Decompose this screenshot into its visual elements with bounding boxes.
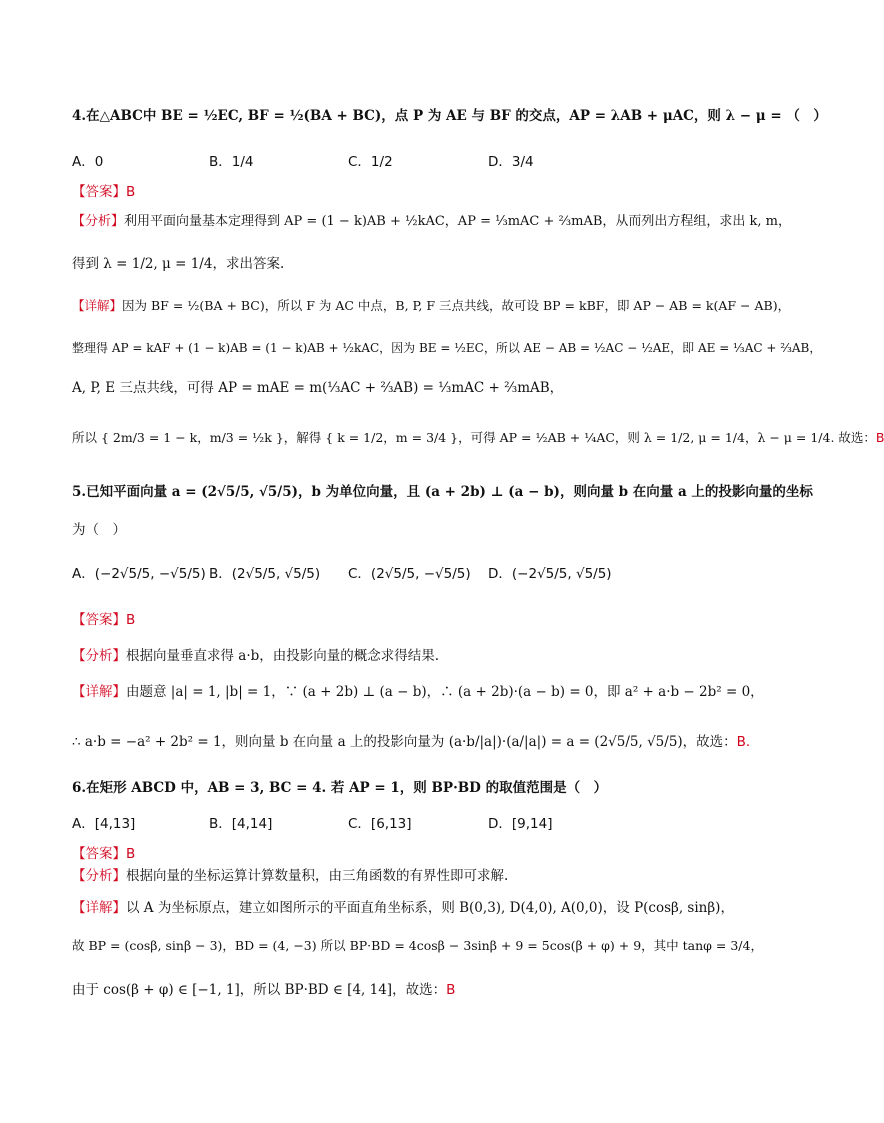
analysis-text: 得到 λ = 1/2, μ = 1/4，求出答案. — [72, 256, 285, 272]
detail-text: 由于 cos(β + φ) ∈ [−1, 1]，所以 BP·BD ∈ [4, 14]，故选： — [72, 982, 447, 998]
q4-option-c: C．1/2 — [348, 154, 393, 170]
detail-text: 故 BP = (cosβ, sinβ − 3)，BD = (4, −3) 所以 BP·BD = 4cosβ − 3sinβ + 9 = 5cos(β + φ) + 9，其中 tanφ = 3/4， — [72, 938, 763, 953]
detail-tag: 【详解】 — [72, 900, 126, 916]
q5-detail-row-2 — [72, 732, 750, 752]
detail-text: 因为 BF = ½(BA + BC)，所以 F 为 AC 中点，B, P, F 三点共线，故可设 BP = kBF，即 AP − AB = k(AF − AB)， — [122, 298, 791, 313]
q5-analysis-row-1 — [72, 646, 439, 666]
detail-text: 由题意 |a| = 1, |b| = 1，∵ (a + 2b) ⊥ (a − b)，∴ (a + 2b)·(a − b) = 0，即 a² + a·b − 2b² = 0， — [126, 684, 764, 700]
answer-tag: 【答案】 — [72, 846, 126, 862]
detail-text: ∴ a·b = −a² + 2b² = 1，则向量 b 在向量 a 上的投影向量为 (a·b/|a|)·(a/|a|) = a = (2√5/5, √5/5)，故选： — [72, 734, 737, 750]
q5-option-b: B．(2√5/5, √5/5) — [209, 566, 321, 582]
question-6-text: 6.在矩形 ABCD 中，AB = 3, BC = 4. 若 AP = 1，则 BP·BD 的取值范围是（ ） — [72, 780, 608, 796]
detail-text: A, P, E 三点共线，可得 AP = mAE = m(⅓AC + ⅔AB) = ⅓mAC + ⅔mAB， — [72, 380, 564, 396]
question-4-stem — [72, 106, 827, 126]
q4-detail-row-1 — [72, 296, 790, 316]
q5-detail-row-1 — [72, 682, 764, 702]
answer-tag: 【答案】 — [72, 612, 126, 628]
question-5-text: 为（ ） — [72, 522, 126, 538]
question-6-stem — [72, 778, 607, 798]
detail-tag: 【详解】 — [72, 298, 123, 313]
q4-option-b: B．1/4 — [209, 154, 254, 170]
analysis-tag: 【分析】 — [72, 214, 125, 229]
analysis-tag: 【分析】 — [72, 868, 126, 884]
q5-answer-row — [72, 610, 135, 630]
q5-option-a: A．(−2√5/5, −√5/5) — [72, 566, 206, 582]
q6-option-b: B．[4,14] — [209, 816, 273, 832]
question-6-options — [72, 814, 727, 838]
q4-answer-row — [72, 182, 135, 202]
q4-detail-row-3 — [72, 378, 563, 398]
analysis-text: 根据向量垂直求得 a·b，由投影向量的概念求得结果. — [126, 648, 440, 664]
answer-value: B — [126, 846, 136, 862]
question-5-stem-1 — [72, 482, 813, 502]
q5-option-d: D．(−2√5/5, √5/5) — [488, 566, 612, 582]
q5-option-c: C．(2√5/5, −√5/5) — [348, 566, 471, 582]
detail-answer: B. — [736, 734, 751, 750]
detail-text: 以 A 为坐标原点，建立如图所示的平面直角坐标系，则 B(0,3), D(4,0), A(0,0)，设 P(cosβ, sinβ)， — [126, 900, 734, 916]
detail-tag: 【详解】 — [72, 684, 126, 700]
q6-option-d: D．[9,14] — [488, 816, 553, 832]
q6-option-c: C．[6,13] — [348, 816, 412, 832]
q6-detail-row-3 — [72, 980, 455, 1000]
detail-text: 所以 { 2m/3 = 1 − k，m/3 = ½k }，解得 { k = 1/2，m = 3/4 }，可得 AP = ½AB + ¼AC，则 λ = 1/2, μ = 1/4，λ − μ = 1/4. 故选： — [72, 430, 876, 445]
q6-option-a: A．[4,13] — [72, 816, 136, 832]
question-5-text: 5.已知平面向量 a = (2√5/5, √5/5)，b 为单位向量，且 (a + 2b) ⊥ (a − b)，则向量 b 在向量 a 上的投影向量的坐标 — [72, 484, 813, 500]
q4-analysis-row-1 — [72, 212, 791, 232]
question-5-options — [72, 564, 727, 588]
q4-option-a: A．0 — [72, 154, 104, 170]
detail-text: 整理得 AP = kAF + (1 − k)AB = (1 − k)AB + ½kAC，因为 BE = ½EC，所以 AE − AB = ½AC − ½AE，即 AE = ⅓AC + ⅔AB， — [72, 341, 822, 355]
question-4-text: 4.在△ABC中 BE = ½EC, BF = ½(BA + BC)，点 P 为 AE 与 BF 的交点，AP = λAB + μAC，则 λ − μ = （ ） — [72, 108, 827, 124]
question-5-stem-2 — [72, 520, 126, 540]
q4-analysis-row-2 — [72, 254, 284, 274]
question-4-options — [72, 152, 727, 176]
q6-analysis-row-1 — [72, 866, 508, 886]
analysis-text: 根据向量的坐标运算计算数量积，由三角函数的有界性即可求解. — [126, 868, 509, 884]
q4-detail-row-4 — [72, 428, 884, 448]
q6-detail-row-1 — [72, 898, 734, 918]
answer-value: B — [126, 612, 136, 628]
detail-answer: B — [875, 430, 884, 445]
analysis-tag: 【分析】 — [72, 648, 126, 664]
q6-answer-row — [72, 844, 135, 864]
detail-answer: B — [446, 982, 456, 998]
q4-option-d: D．3/4 — [488, 154, 534, 170]
answer-tag: 【答案】 — [72, 184, 126, 200]
q6-detail-row-2 — [72, 936, 763, 956]
q4-detail-row-2 — [72, 338, 821, 358]
analysis-text: 利用平面向量基本定理得到 AP = (1 − k)AB + ½kAC，AP = ⅓mAC + ⅔mAB，从而列出方程组，求出 k, m， — [124, 214, 791, 229]
answer-value: B — [126, 184, 136, 200]
